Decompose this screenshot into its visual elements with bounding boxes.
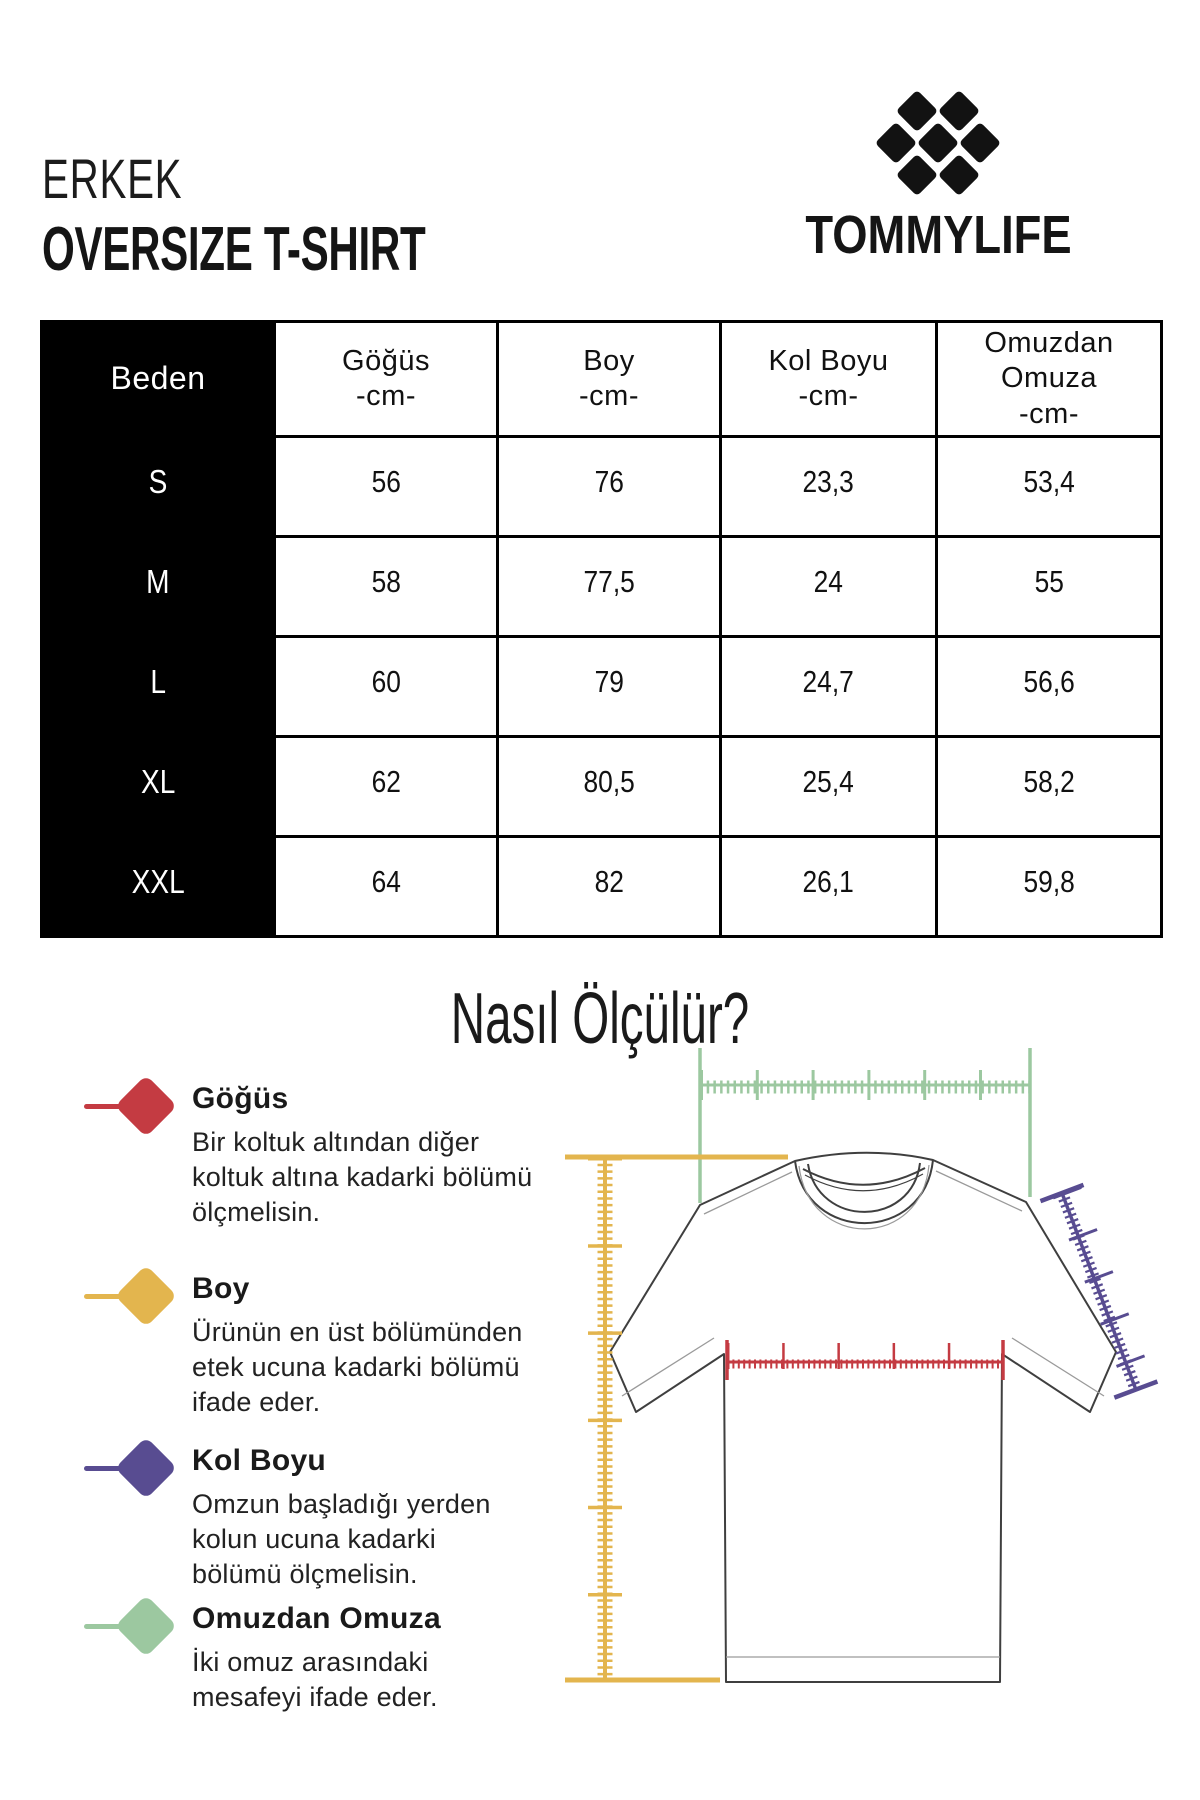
size-value-cell: 60 (275, 637, 498, 737)
legend-description: Omzun başladığı yerden kolun ucuna kadarki bölümü ölçmelisin. (192, 1489, 491, 1589)
sleeve-marker (84, 1446, 192, 1492)
diamond-icon (115, 1265, 177, 1327)
tshirt-measurement-diagram (540, 1040, 1200, 1785)
legend-label: Kol Boyu (192, 1444, 327, 1477)
size-value-cell: 56,6 (937, 637, 1162, 737)
size-table (40, 320, 1163, 938)
length-marker (84, 1274, 192, 1320)
legend-description: İki omuz arasındaki mesafeyi ifade eder. (192, 1647, 438, 1712)
size-value-cell: 55 (937, 537, 1162, 637)
how-to-measure-title: Nasıl Ölçülür? (450, 979, 750, 1059)
size-label-cell: S (42, 437, 275, 537)
size-value-cell: 82 (498, 837, 721, 937)
size-value-cell: 53,4 (937, 437, 1162, 537)
size-value-cell: 58 (275, 537, 498, 637)
size-table-header-row (42, 322, 1162, 437)
size-row (42, 437, 1162, 537)
size-row (42, 837, 1162, 937)
brand-wordmark: TOMMYLIFE (804, 205, 1072, 265)
column-header-boy: Boy -cm- (498, 322, 721, 437)
size-value-cell: 80,5 (498, 737, 721, 837)
size-label-cell: M (42, 537, 275, 637)
size-value-cell: 59,8 (937, 837, 1162, 937)
column-header-omuzdan-omuza: Omuzdan Omuza -cm- (937, 322, 1162, 437)
diamond-icon (115, 1437, 177, 1499)
size-value-cell: 64 (275, 837, 498, 937)
chest-marker (84, 1084, 192, 1130)
size-label-cell: XL (42, 737, 275, 837)
size-value-cell: 77,5 (498, 537, 721, 637)
size-value-cell: 56 (275, 437, 498, 537)
column-header-gogus: Göğüs -cm- (275, 322, 498, 437)
category-title: ERKEK (42, 147, 183, 210)
legend-item-boy (84, 1272, 564, 1420)
size-value-cell: 58,2 (937, 737, 1162, 837)
size-value-cell: 79 (498, 637, 721, 737)
size-row (42, 637, 1162, 737)
size-row (42, 737, 1162, 837)
shoulder-marker (84, 1604, 192, 1650)
legend-label: Göğüs (192, 1082, 289, 1115)
size-value-cell: 62 (275, 737, 498, 837)
size-value-cell: 24 (721, 537, 937, 637)
legend-label: Boy (192, 1272, 250, 1305)
legend-description: Ürünün en üst bölümünden etek ucuna kadarki bölümü ifade eder. (192, 1317, 523, 1417)
column-header-beden: Beden (42, 322, 275, 437)
legend-item-omuzdan-omuza (84, 1602, 564, 1715)
size-label-cell: XXL (42, 837, 275, 937)
diamond-icon (115, 1595, 177, 1657)
size-value-cell: 26,1 (721, 837, 937, 937)
size-label-cell: L (42, 637, 275, 737)
legend-label: Omuzdan Omuza (192, 1602, 441, 1635)
legend-item-gogus (84, 1082, 564, 1230)
product-title: OVERSIZE T-SHIRT (42, 215, 426, 284)
size-value-cell: 76 (498, 437, 721, 537)
legend-description: Bir koltuk altından diğer koltuk altına kadarki bölümü ölçmelisin. (192, 1127, 533, 1227)
brand-block (728, 90, 1148, 266)
size-value-cell: 25,4 (721, 737, 937, 837)
size-value-cell: 23,3 (721, 437, 937, 537)
tshirt-outline (610, 1153, 1116, 1682)
size-value-cell: 24,7 (721, 637, 937, 737)
diamond-icon (115, 1075, 177, 1137)
legend-item-kol-boyu (84, 1444, 564, 1592)
brand-diamonds-logo-icon (867, 90, 1009, 196)
column-header-kol-boyu: Kol Boyu -cm- (721, 322, 937, 437)
size-row (42, 537, 1162, 637)
